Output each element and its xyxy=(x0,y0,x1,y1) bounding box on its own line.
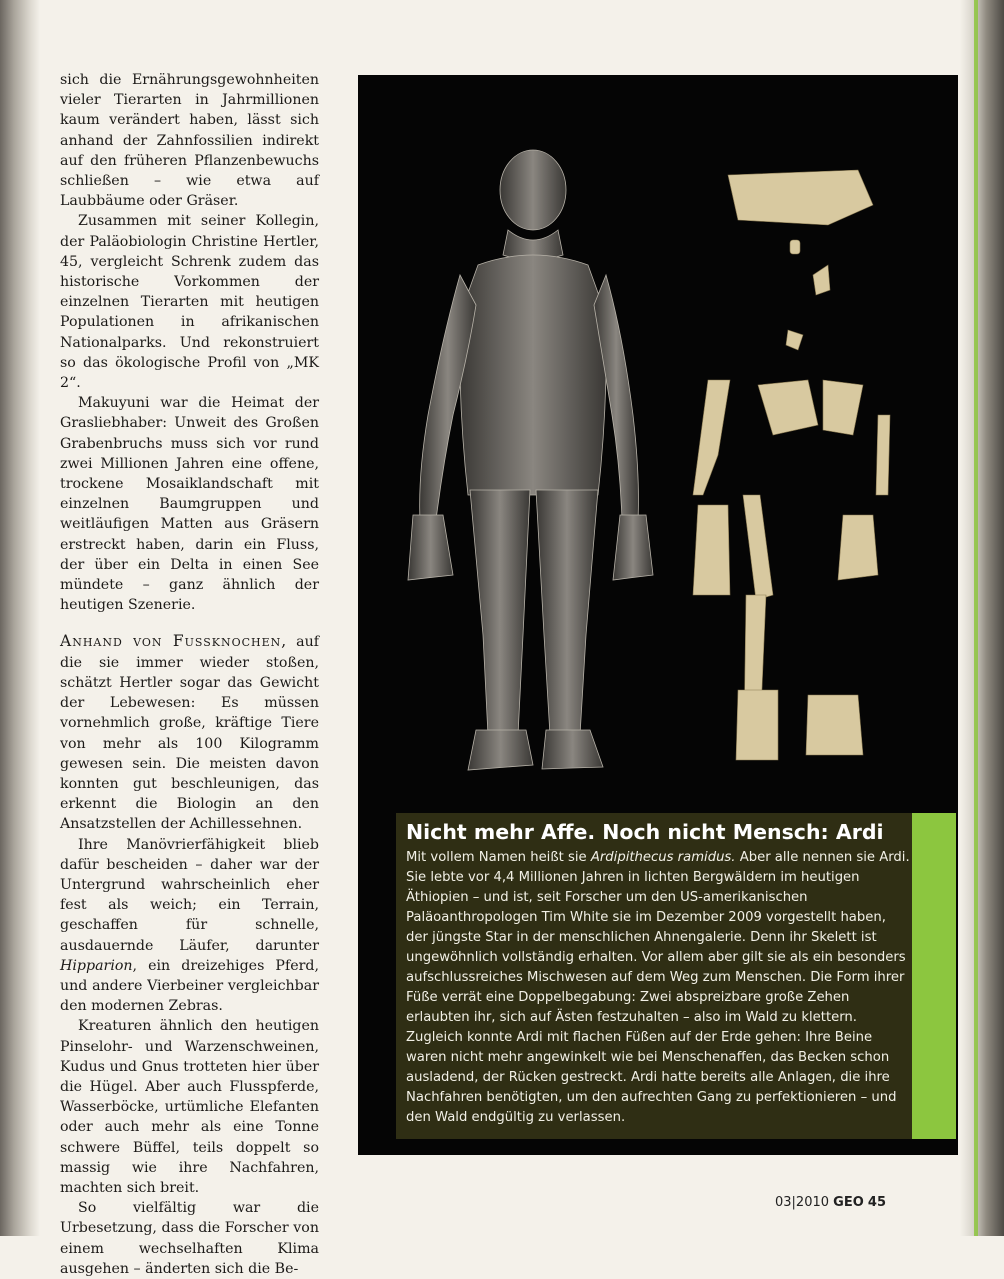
edge-stripe xyxy=(974,0,978,1236)
paragraph-5-italic: Hipparion xyxy=(60,957,133,974)
page-footer xyxy=(775,1195,886,1210)
magazine-name: GEO xyxy=(833,1195,864,1210)
issue-date: 03|2010 xyxy=(775,1195,830,1210)
skeleton-fossils xyxy=(693,170,890,760)
article-column xyxy=(60,70,319,1279)
caption-text-a: Mit vollem Namen heißt sie xyxy=(406,850,591,865)
paragraph-5-text-b: , ein dreizehiges Pferd, und andere Vierbeiner vergleichbar den modernen Zebras. xyxy=(60,957,319,1015)
reconstruction-figure xyxy=(408,150,653,770)
paragraph-6: Kreaturen ähnlich den heutigen Pinselohr- und Warzenschweinen, Kudus und Gnus trotteten hier über die Hügel. Aber auch Flusspferde, Wasserböcke, urtümliche Elefanten oder auch mehr als eine Tonne schwere Büffel, teils doppelt so massig wie ihre Nachfahren, machten sich breit. xyxy=(60,1018,319,1196)
paragraph-3: Makuyuni war die Heimat der Grasliebhaber: Unweit des Großen Grabenbruchs muss sich vor rund zwei Millionen Jahren eine offene, trockene Mosaiklandschaft mit einzelnen Baumgruppen und weitläufigen Matten aus Gräsern erstreckt haben, darin ein Fluss, der über ein Delta in einen See mündete – ganz ähnlich der heutigen Szenerie. xyxy=(60,395,319,614)
paragraph-5 xyxy=(60,835,319,1017)
page-binding-shadow xyxy=(0,0,40,1236)
page-number: 45 xyxy=(867,1195,886,1210)
paragraph-7: So vielfältig war die Urbesetzung, dass die Forscher von einem wechselhaften Klima ausgehen – änderten sich die Be- xyxy=(60,1200,319,1277)
caption-text xyxy=(406,848,912,1128)
page-edge xyxy=(960,0,1004,1236)
caption-title: Nicht mehr Affe. Noch nicht Mensch: Ardi xyxy=(406,820,884,844)
section-lead-in: Anhand von Fussknochen, xyxy=(60,632,288,651)
paragraph-4 xyxy=(60,631,319,834)
paragraph-2: Zusammen mit seiner Kollegin, der Paläobiologin Christine Hertler, 45, vergleicht Schrenk zudem das historische Vorkommen der einzelnen Tierarten mit heutigen Populationen in afrikanischen Nationalparks. Und rekonstruiert so das ökologische Profil von „MK 2“. xyxy=(60,213,319,392)
caption-species-name: Ardipithecus ramidus. xyxy=(590,850,736,865)
paragraph-5-text-a: Ihre Manövrierfähigkeit blieb dafür bescheiden – daher war der Untergrund wahrscheinlich eher fest als weich; ein Terrain, geschaffen für schnelle, ausdauernde Läufer, darunter xyxy=(60,836,319,954)
paragraph-1: sich die Ernährungsgewohnheiten vieler Tierarten in Jahrmillionen kaum verändert haben, lässt sich anhand der Zahnfossilien indirekt auf den früheren Pflanzenbewuchs schließen – wie etwa auf Laubbäume oder Gräser. xyxy=(60,72,319,210)
paragraph-4-text: auf die sie immer wieder stoßen, schätzt Hertler sogar das Gewicht der Lebewesen: Es müssen vornehmlich große, kräftige Tiere von mehr als 100 Kilogramm gewesen sein. Die meisten davon konnten gut beschleunigen, das erkennt die Biologin an den Ansatzstellen der Achillessehnen. xyxy=(60,634,320,833)
caption-text-b: Aber alle nennen sie Ardi. Sie lebte vor 4,4 Millionen Jahren in lichten Bergwäldern im heutigen Äthiopien – und ist, seit Forscher um den US-amerikanischen Paläoanthropologen Tim White sie im Dezember 2009 vorgestellt haben, der jüngste Star in der menschlichen Ahnengalerie. Denn ihr Skelett ist ungewöhnlich vollständig erhalten. Vor allem aber gilt sie als ein besonders aufschlussreiches Mischwesen auf dem Weg zum Menschen. Die Form ihrer Füße verrät eine Doppelbegabung: Zwei abspreizbare große Zehen erlaubten ihr, sich auf Ästen festzuhalten – also im Wald zu klettern. Zugleich konnte Ardi mit flachen Füßen auf der Erde gehen: Ihre Beine waren nicht mehr angewinkelt wie bei Menschenaffen, das Becken schon ausladend, der Rücken gestreckt. Ardi hatte bereits alle Anlagen, die ihre Nachfahren benötigten, um den aufrechten Gang zu perfektionieren – und den Wald endgültig zu verlassen. xyxy=(406,850,910,1125)
caption-accent-bar xyxy=(912,813,956,1139)
